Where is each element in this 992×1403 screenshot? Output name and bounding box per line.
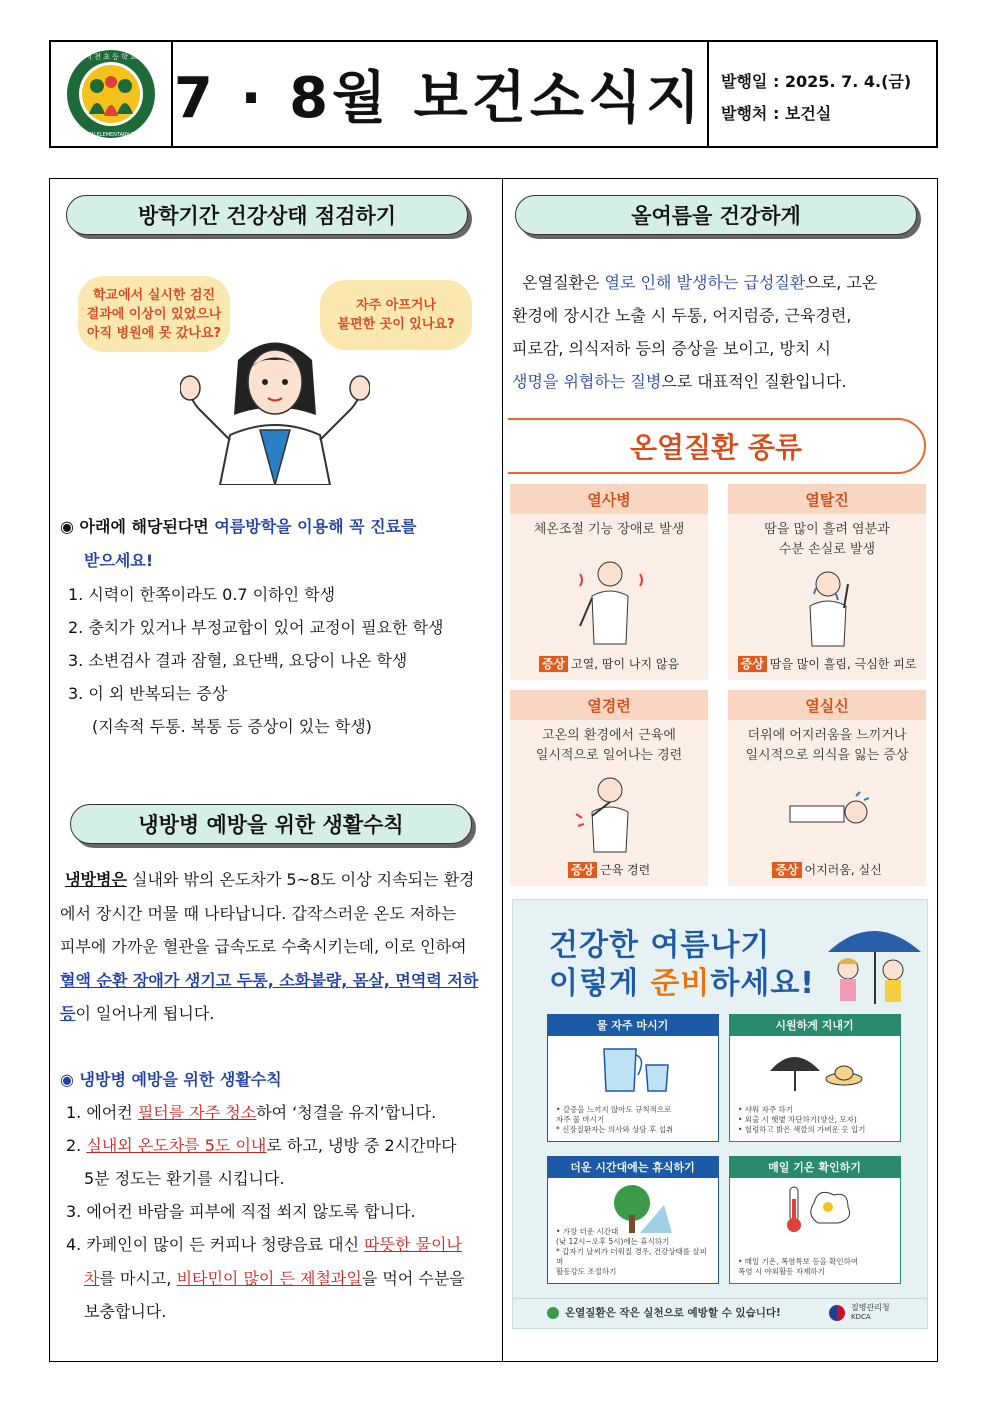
poster-box-text: • 매일 기온, 폭염특보 등을 확인하여 폭염 시 야외활동 자제하기 (738, 1257, 859, 1276)
umbrella-hat-icon (766, 1043, 866, 1093)
summer-paragraph-line: 환경에 장시간 노출 시 두통, 어지럼증, 근육경련, (512, 306, 852, 325)
poster-box-stay-cool (729, 1014, 901, 1142)
poster-box-check-temp (729, 1156, 901, 1284)
heat-card-symptom: 증상 근육 경련 (510, 861, 708, 878)
aircon-rule: 2. 실내외 온도차를 5도 이내로 하고, 냉방 중 2시간마다 (66, 1136, 457, 1155)
newsletter-header (49, 40, 938, 148)
issue-info (709, 42, 936, 146)
poster-footer-text: 온열질환은 작은 실천으로 예방할 수 있습니다! (565, 1307, 781, 1319)
bubble-right-line: 자주 아프거나 (356, 298, 436, 313)
checkup-item: 3. 이 외 반복되는 증상 (68, 684, 228, 703)
checkup-item: 1. 시력이 한쪽이라도 0.7 이하인 학생 (68, 585, 336, 604)
heat-card-name: 열실신 (728, 690, 926, 720)
kdca-name-en: KDCA (851, 1313, 871, 1321)
issue-date: 발행일 : 2025. 7. 4.(금) (721, 72, 912, 91)
poster-title-line1: 건강한 여름나기 (549, 928, 771, 963)
aircon-paragraph-line: 피부에 가까운 혈관을 급속도로 수축시키는데, 이로 인하여 (60, 937, 467, 956)
heat-card-desc: 고온의 환경에서 근육에 일시적으로 일어나는 경련 (535, 728, 683, 763)
kdca-logo-icon (829, 1305, 845, 1321)
heat-illness-title: 온열질환 종류 (508, 418, 926, 474)
heat-card-heatstroke (510, 484, 708, 680)
section-heading-checkup: 방학기간 건강상태 점검하기 (66, 195, 468, 235)
aircon-text: 이 일어나게 됩니다. (75, 1004, 215, 1023)
aircon-emphasis-end: 등 (60, 1004, 76, 1023)
column-divider (502, 178, 503, 1362)
summer-paragraph-line: 온열질환은 열로 인해 발생하는 급성질환으로, 고온 (522, 273, 878, 292)
kdca-leaf-icon (547, 1307, 559, 1319)
bubble-left-line: 아직 병원에 못 갔나요? (86, 325, 222, 341)
doctor-illustration-icon (180, 330, 370, 485)
aircon-rules-heading: ◉ 냉방병 예방을 위한 생활수칙 (60, 1070, 282, 1089)
bubble-left-line: 학교에서 실시한 검진 (92, 287, 216, 303)
newsletter-title: 7 · 8월 보건소식지 (173, 66, 705, 131)
aircon-rule: 3. 에어컨 바람을 피부에 직접 쐬지 않도록 합니다. (66, 1202, 416, 1221)
heat-card-symptom: 증상 고열, 땀이 나지 않음 (510, 655, 708, 672)
poster-box-head: 더운 시간대에는 휴식하기 (547, 1156, 719, 1178)
heat-card-symptom: 증상 어지러움, 실신 (728, 861, 926, 878)
aircon-paragraph-line: 에서 장시간 머물 때 나타납니다. 갑작스러운 온도 저하는 (60, 904, 457, 923)
checkup-lead-emphasis-2: 받으세요! (84, 551, 154, 570)
bubble-left-line: 결과에 이상이 있었으나 (86, 306, 222, 322)
umbrella-kids-icon (813, 914, 923, 1009)
newsletter-title-cell (171, 42, 709, 146)
heat-card-name: 열탈진 (728, 484, 926, 514)
checkup-lead-emphasis: 여름방학을 이용해 꼭 진료를 (214, 517, 417, 536)
poster-box-head: 매일 기온 확인하기 (729, 1156, 901, 1178)
aircon-paragraph-emphasis: 혈액 순환 장애가 생기고 두통, 소화불량, 몸살, 면역력 저하 (60, 971, 479, 990)
syncope-person-icon (784, 790, 874, 840)
aircon-rule: 4. 카페인이 많이 든 커피나 청량음료 대신 따뜻한 물이나 (66, 1235, 462, 1254)
heat-card-symptom: 증상 땀을 많이 흘림, 극심한 피로 (728, 655, 926, 672)
heat-card-name: 열사병 (510, 484, 708, 514)
poster-box-rest (547, 1156, 719, 1284)
section-heading-aircon: 냉방병 예방을 위한 생활수칙 (70, 804, 472, 844)
aircon-rule-cont: 차를 마시고, 비타민이 많이 든 제철과일을 먹어 수분을 (84, 1269, 465, 1288)
exhaustion-person-icon (788, 566, 868, 648)
healthy-summer-poster (512, 899, 928, 1329)
checkup-lead (60, 510, 490, 543)
school-logo-icon (51, 42, 171, 146)
kdca-name: 질병관리청 (851, 1303, 890, 1312)
summer-paragraph-line: 생명을 위협하는 질병으로 대표적인 질환입니다. (512, 372, 847, 391)
poster-title-line2: 이렇게 준비하세요! (549, 966, 815, 1001)
school-logo-cell (51, 42, 173, 146)
poster-box-head: 시원하게 지내기 (729, 1014, 901, 1036)
water-jug-icon (598, 1043, 672, 1093)
heat-card-syncope (728, 690, 926, 886)
poster-box-drink-water (547, 1014, 719, 1142)
aircon-rule: 1. 에어컨 필터를 자주 청소하여 ‘청결을 유지’합니다. (66, 1103, 437, 1122)
aircon-rule-cont: 5분 정도는 환기를 시킵니다. (84, 1169, 285, 1188)
bubble-right-line: 불편한 곳이 있나요? (337, 317, 455, 332)
poster-box-text: • 샤워 자주 하기 • 외출 시 햇볕 차단하기(양산, 모자) • 헐렁하고 밝은 색깔의 가벼운 옷 입기 (738, 1105, 866, 1134)
aircon-paragraph-line (60, 863, 494, 896)
svg-text:SEOCHUN ELEMENTARY SCHOOL: SEOCHUN ELEMENTARY SCHOOL (70, 132, 152, 138)
poster-footer (513, 1298, 927, 1329)
heat-card-desc: 땀을 많이 흘려 염분과 수분 손실로 발생 (764, 522, 890, 557)
thermometer-icon (778, 1183, 858, 1235)
poster-box-head: 물 자주 마시기 (547, 1014, 719, 1036)
aircon-text: 실내와 밖의 온도차가 5~8도 이상 지속되는 환경 (126, 870, 475, 889)
poster-box-text: • 가장 더운 시간대 (낮 12시~오후 5시)에는 휴식하기 * 갑자기 날씨가 더워질 경우, 건강상태를 살피며 활동강도 조절하기 (556, 1227, 707, 1276)
heat-card-exhaustion (728, 484, 926, 680)
heat-card-name: 열경련 (510, 690, 708, 720)
cramps-person-icon (566, 772, 646, 854)
aircon-rule-cont: 보충합니다. (84, 1302, 167, 1321)
aircon-paragraph-line (60, 997, 494, 1030)
section-heading-summer: 올여름을 건강하게 (515, 195, 917, 235)
aircon-term: 냉방병은 (65, 870, 127, 889)
checkup-item: 3. 소변검사 결과 잠혈, 요단백, 요당이 나온 학생 (68, 651, 408, 670)
publisher: 발행처 : 보건실 (721, 104, 832, 123)
poster-box-text: • 갈증을 느끼지 않아도 규칙적으로 자주 물 마시기 * 신장질환자는 의사와 상담 후 섭취 (556, 1105, 674, 1134)
checkup-item: 2. 충치가 있거나 부정교합이 있어 교정이 필요한 학생 (68, 618, 444, 637)
heat-card-desc: 더위에 어지러움을 느끼거나 일시적으로 의식을 잃는 증상 (745, 728, 909, 763)
heatstroke-person-icon (570, 556, 650, 646)
svg-text:서 천 초 등 학 교: 서 천 초 등 학 교 (85, 53, 137, 61)
checkup-lead-prefix: ◉ 아래에 해당된다면 (60, 517, 215, 536)
heat-card-desc: 체온조절 기능 장애로 발생 (533, 522, 685, 537)
summer-paragraph-line: 피로감, 의식저하 등의 증상을 보이고, 방치 시 (512, 339, 831, 358)
heat-illness-panel (508, 414, 928, 886)
heat-card-cramps (510, 690, 708, 886)
checkup-item-note: (지속적 두통. 복통 등 증상이 있는 학생) (92, 717, 372, 736)
